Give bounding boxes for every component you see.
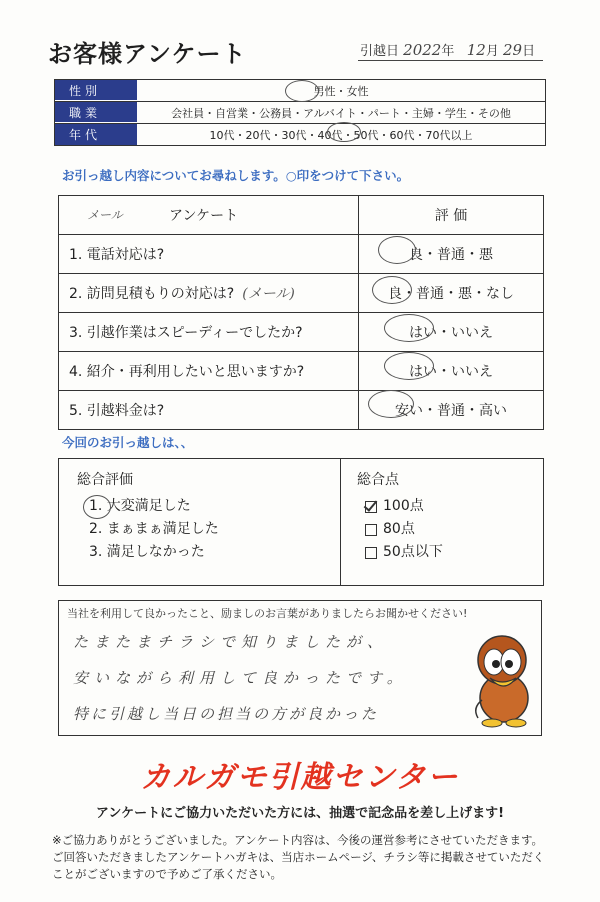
survey-answer[interactable]: 安い・普通・高い bbox=[395, 403, 507, 419]
survey-question: 1. 電話対応は? bbox=[59, 235, 359, 273]
survey-row bbox=[59, 391, 543, 429]
comment-line: 安いながら利用して良かったです。 bbox=[73, 669, 408, 687]
section-note: 今回のお引っ越しは、、 bbox=[62, 435, 194, 450]
duck-mascot-icon bbox=[464, 628, 540, 728]
move-date-month: 12 bbox=[466, 41, 486, 59]
page-title: お客様アンケート bbox=[48, 40, 247, 68]
circle-mark bbox=[285, 80, 319, 102]
handwritten-note: (メール) bbox=[242, 286, 295, 302]
survey-row bbox=[59, 313, 543, 352]
comment-line: たまたまチラシで知りましたが、 bbox=[73, 633, 389, 651]
move-date bbox=[360, 40, 535, 59]
comment-prompt: 当社を利用して良かったこと、励ましのお言葉がありましたらお聞かせください! bbox=[67, 607, 468, 620]
points-label: 80点 bbox=[383, 521, 415, 537]
move-date-day: 29 bbox=[503, 41, 523, 59]
survey-question bbox=[59, 274, 359, 312]
circle-mark bbox=[372, 276, 412, 304]
footer-note: ※ご協力ありがとうございました。アンケート内容は、今後の運営参考にさせていただきます。ご回答いただきましたアンケートハガキは、当店ホームページ、チラシ等に掲載させていただくことがございますので予めご了承ください。 bbox=[52, 833, 545, 881]
move-date-day-unit: 日 bbox=[522, 44, 536, 59]
age-options[interactable]: 10代・20代・30代・40代・50代・60代・70代以上 bbox=[209, 128, 473, 142]
overall-box bbox=[58, 458, 544, 586]
brand-logo: カルガモ引越センター bbox=[140, 760, 460, 795]
move-date-month-unit: 月 bbox=[485, 44, 499, 59]
survey-answer[interactable]: はい・いいえ bbox=[409, 325, 493, 341]
points-label: 50点以下 bbox=[383, 544, 443, 560]
move-date-year-unit: 年 bbox=[441, 44, 455, 59]
move-date-year: 2022 bbox=[403, 41, 442, 59]
profile-row-age bbox=[55, 124, 545, 145]
survey-header bbox=[59, 196, 543, 235]
profile-label: 職業 bbox=[55, 102, 137, 123]
profile-label: 性別 bbox=[55, 80, 137, 101]
points-label: 100点 bbox=[383, 498, 424, 514]
handwritten-note: メール bbox=[87, 208, 123, 222]
checkbox[interactable] bbox=[365, 524, 377, 536]
points-option[interactable] bbox=[357, 495, 543, 518]
survey-question-label: 2. 訪問見積もりの対応は? bbox=[69, 286, 235, 302]
survey-answer[interactable]: はい・いいえ bbox=[409, 364, 493, 380]
circle-mark bbox=[384, 352, 434, 380]
survey-row bbox=[59, 235, 543, 274]
profile-row-occupation bbox=[55, 102, 545, 124]
move-date-label: 引越日 bbox=[360, 44, 400, 59]
rating-option[interactable]: 1. 大変満足した bbox=[89, 498, 191, 514]
circle-mark bbox=[368, 390, 414, 418]
gender-options[interactable]: 男性・女性 bbox=[313, 84, 369, 98]
gift-note: アンケートにご協力いただいた方には、抽選で記念品を差し上げます! bbox=[95, 806, 505, 821]
section-note: お引っ越し内容についてお尋ねします。○印をつけて下さい。 bbox=[62, 168, 410, 183]
circle-mark bbox=[378, 236, 416, 264]
survey-row bbox=[59, 352, 543, 391]
circle-mark bbox=[384, 314, 434, 342]
survey-question: 5. 引越料金は? bbox=[59, 391, 359, 429]
survey-answer[interactable]: 良・普通・悪・なし bbox=[388, 286, 514, 302]
occupation-options[interactable]: 会社員・自営業・公務員・アルバイト・パート・主婦・学生・その他 bbox=[171, 106, 511, 120]
survey-header-question-label: アンケート bbox=[169, 208, 239, 224]
profile-label: 年代 bbox=[55, 124, 137, 145]
points-option[interactable] bbox=[357, 518, 543, 541]
survey-row bbox=[59, 274, 543, 313]
circle-mark bbox=[327, 122, 361, 142]
survey-question: 4. 紹介・再利用したいと思いますか? bbox=[59, 352, 359, 390]
comment-line: 特に引越し当日の担当の方が良かった bbox=[73, 705, 380, 723]
rating-option[interactable]: 2. まぁまぁ満足した bbox=[89, 521, 219, 537]
survey-table bbox=[58, 195, 544, 430]
checkbox[interactable] bbox=[365, 547, 377, 559]
overall-points bbox=[341, 459, 543, 585]
rating-option[interactable]: 3. 満足しなかった bbox=[89, 544, 205, 560]
survey-header-answer: 評 価 bbox=[434, 208, 468, 224]
circle-mark bbox=[83, 495, 111, 519]
checkbox-checked[interactable] bbox=[365, 501, 377, 513]
overall-points-title: 総合点 bbox=[357, 472, 399, 488]
overall-rating bbox=[59, 459, 341, 585]
points-option[interactable] bbox=[357, 541, 543, 564]
overall-rating-title: 総合評価 bbox=[77, 472, 133, 488]
survey-question: 3. 引越作業はスピーディーでしたか? bbox=[59, 313, 359, 351]
survey-answer[interactable]: 良・普通・悪 bbox=[409, 247, 493, 263]
survey-header-question bbox=[59, 196, 359, 234]
move-date-underline bbox=[358, 60, 543, 61]
